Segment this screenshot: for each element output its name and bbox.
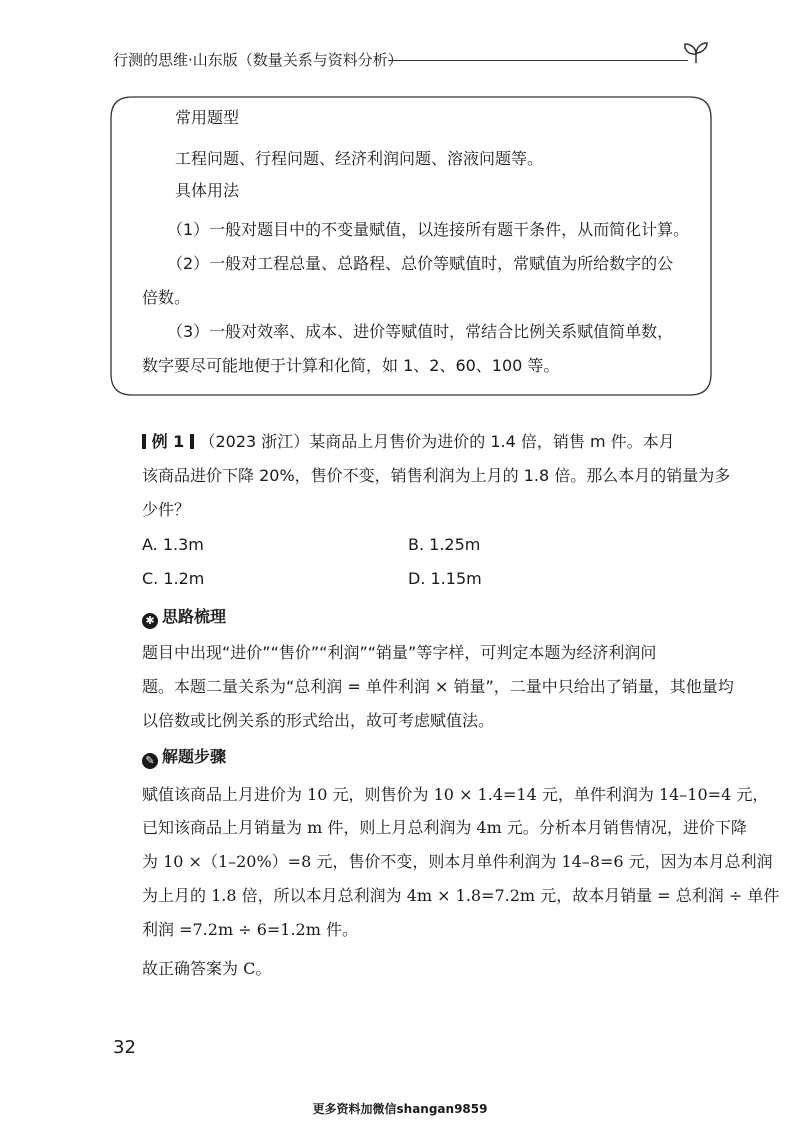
thinking-line-1: 题目中出现“进价”“售价”“利润”“销量”等字样，可判定本题为经济利润问 — [142, 643, 657, 662]
example-line-1 — [142, 429, 675, 452]
answer-line: 故正确答案为 C。 — [142, 959, 272, 978]
tag-bar-right — [190, 434, 194, 449]
callout-item-2-line-2: 倍数。 — [142, 288, 191, 307]
pencil-icon: ✎ — [142, 753, 158, 769]
example-line-3: 少件？ — [142, 500, 191, 519]
running-header — [113, 41, 713, 75]
thinking-line-2: 题。本题二量关系为“总利润 = 单件利润 × 销量”，二量中只给出了销量，其他量均 — [142, 677, 734, 696]
callout-item-3-line-2: 数字要尽可能地便于计算和化简，如 1、2、60、100 等。 — [142, 356, 560, 375]
page-number: 32 — [113, 1037, 136, 1058]
option-b: B. 1.25m — [408, 535, 481, 554]
method-callout-box — [110, 96, 712, 396]
header-rule — [388, 60, 688, 61]
solution-line-1: 赋值该商品上月进价为 10 元，则售价为 10 × 1.4=14 元，单件利润为 14–10=4 元， — [142, 785, 769, 804]
footer-watermark: 更多资料加微信shangan9859 — [312, 1102, 488, 1116]
callout-text-types: 工程问题、行程问题、经济利润问题、溶液问题等。 — [175, 149, 544, 168]
callout-border — [110, 96, 712, 396]
solution-line-4: 为上月的 1.8 倍，所以本月总利润为 4m × 1.8=7.2m 元，故本月销量 = 总利润 ÷ 单件 — [142, 886, 780, 905]
solution-line-5: 利润 =7.2m ÷ 6=1.2m 件。 — [142, 920, 358, 939]
thinking-line-3: 以倍数或比例关系的形式给出，故可考虑赋值法。 — [142, 711, 495, 730]
sprout-icon — [681, 41, 711, 65]
option-d: D. 1.15m — [408, 569, 482, 588]
solution-line-3: 为 10 ×（1–20%）=8 元，售价不变，则本月单件利润为 14–8=6 元，因为本月总利润 — [142, 852, 773, 871]
callout-title-types: 常用题型 — [175, 108, 240, 127]
callout-item-2-line-1: （2）一般对工程总量、总路程、总价等赋值时，常赋值为所给数字的公 — [167, 254, 674, 273]
callout-title-usage: 具体用法 — [175, 181, 240, 200]
solution-line-2: 已知该商品上月销量为 m 件，则上月总利润为 4m 元。分析本月销售情况，进价下降 — [142, 818, 747, 837]
gear-icon: ✱ — [142, 613, 158, 629]
option-c: C. 1.2m — [142, 569, 205, 588]
callout-item-1: （1）一般对题目中的不变量赋值，以连接所有题干条件，从而简化计算。 — [167, 220, 690, 239]
solution-heading: ✎ 解题步骤 — [142, 744, 226, 769]
tag-bar-left — [142, 434, 146, 449]
option-a: A. 1.3m — [142, 535, 204, 554]
header-title: 行测的思维·山东版（数量关系与资料分析） — [113, 51, 403, 69]
example-text-1: （2023 浙江）某商品上月售价为进价的 1.4 倍，销售 m 件。本月 — [199, 432, 675, 451]
callout-item-3-line-1: （3）一般对效率、成本、进价等赋值时，常结合比例关系赋值简单数， — [167, 322, 674, 341]
thinking-heading: ✱ 思路梳理 — [142, 604, 226, 629]
example-tag: 例 1 — [142, 432, 199, 451]
example-line-2: 该商品进价下降 20%，售价不变，销售利润为上月的 1.8 倍。那么本月的销量为多 — [142, 466, 731, 485]
